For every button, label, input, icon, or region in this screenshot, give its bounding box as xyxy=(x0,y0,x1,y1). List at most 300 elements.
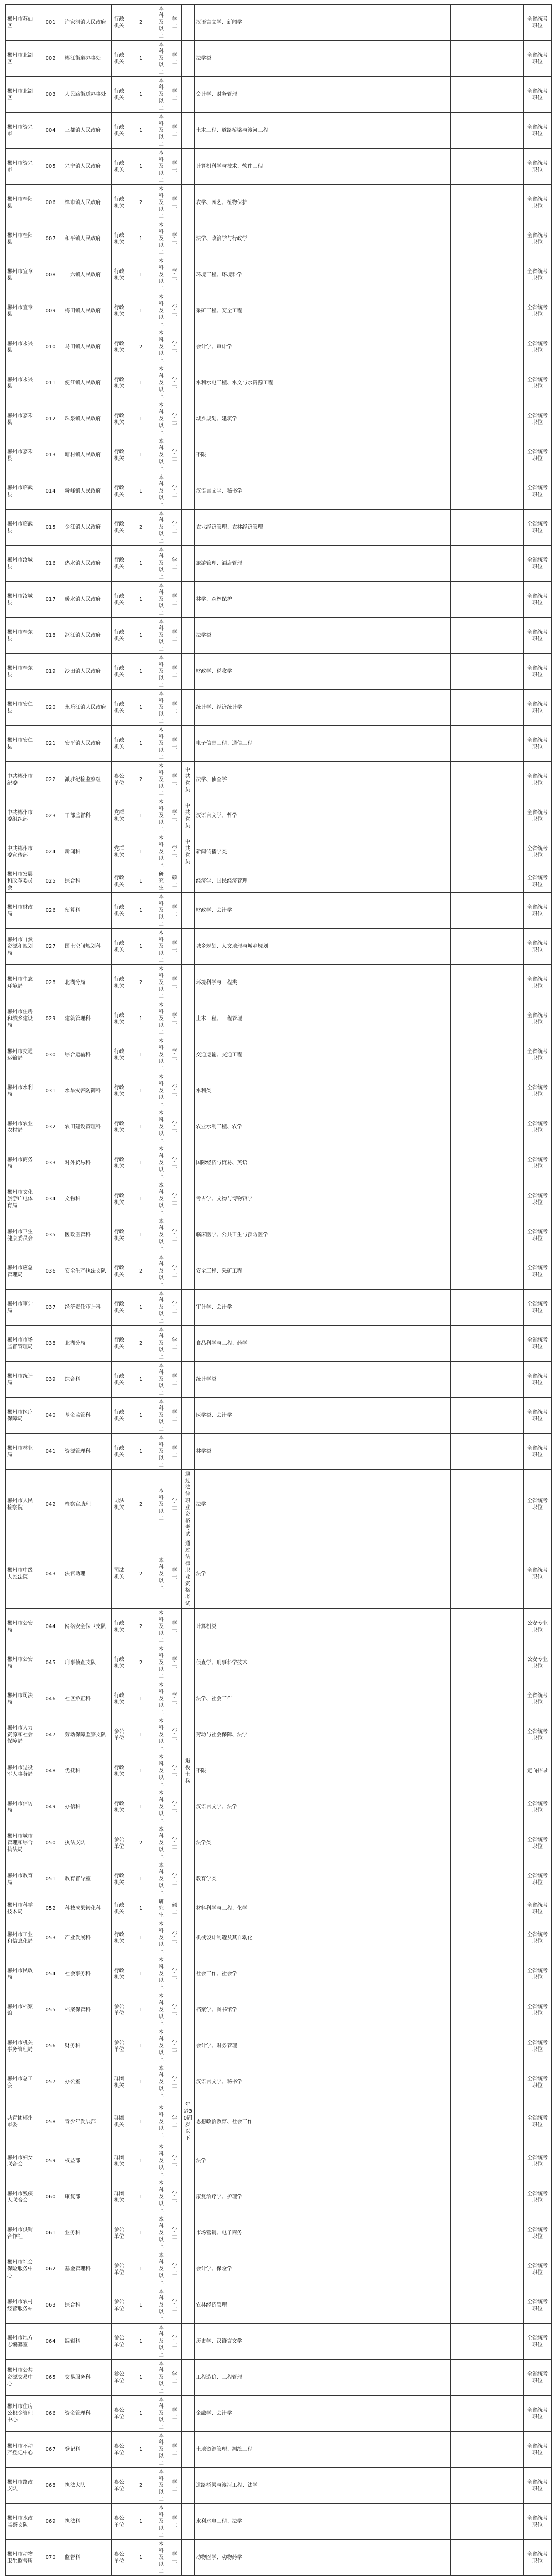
cell-spare2 xyxy=(451,1681,499,1717)
cell-spare2 xyxy=(451,2143,499,2179)
table-row xyxy=(6,2396,552,2432)
table-row xyxy=(6,690,552,726)
cell-degree: 学士 xyxy=(168,2396,181,2432)
cell-note: 全省统考职位 xyxy=(523,929,551,965)
cell-type: 行政机关 xyxy=(111,654,127,690)
cell-spare2 xyxy=(451,1290,499,1326)
cell-dept: 舜峰镇人民政府 xyxy=(63,473,112,510)
table-row xyxy=(6,582,552,618)
cell-dept: 权益部 xyxy=(63,2143,112,2179)
cell-org: 郴州市路政支队 xyxy=(6,2468,38,2504)
table-row xyxy=(6,2540,552,2576)
cell-major: 法学 xyxy=(194,1470,325,1539)
cell-spare xyxy=(325,1398,451,1434)
cell-count: 1 xyxy=(127,1717,154,1753)
cell-degree: 硕士 xyxy=(168,1897,181,1920)
cell-degree: 学士 xyxy=(168,1109,181,1145)
cell-note: 全省统考职位 xyxy=(523,1681,551,1717)
cell-org: 郴州市发展和改革委员会 xyxy=(6,870,38,893)
cell-spare xyxy=(325,329,451,365)
cell-cond xyxy=(182,1290,194,1326)
cell-edu: 本科及以上 xyxy=(154,2028,168,2064)
cell-edu: 本科及以上 xyxy=(154,1956,168,1992)
cell-spare3 xyxy=(499,2360,524,2396)
cell-dept: 档案保管科 xyxy=(63,1992,112,2028)
cell-cond xyxy=(182,1645,194,1681)
cell-edu: 本科及以上 xyxy=(154,1645,168,1681)
cell-type: 行政机关 xyxy=(111,257,127,293)
cell-major: 不限 xyxy=(194,1753,325,1789)
cell-spare3 xyxy=(499,329,524,365)
cell-code: 028 xyxy=(38,965,63,1001)
cell-spare xyxy=(325,1825,451,1861)
table-row xyxy=(6,149,552,185)
cell-org: 郴州市残疾人联合会 xyxy=(6,2179,38,2215)
cell-spare3 xyxy=(499,473,524,510)
cell-type: 行政机关 xyxy=(111,1181,127,1217)
cell-code: 006 xyxy=(38,185,63,221)
table-row xyxy=(6,2504,552,2540)
cell-spare2 xyxy=(451,257,499,293)
table-row xyxy=(6,41,552,77)
cell-count: 2 xyxy=(127,510,154,546)
cell-cond xyxy=(182,546,194,582)
cell-spare2 xyxy=(451,965,499,1001)
cell-org: 郴州市人民检察院 xyxy=(6,1470,38,1539)
cell-type: 群团机关 xyxy=(111,2064,127,2100)
cell-type: 行政机关 xyxy=(111,149,127,185)
cell-spare2 xyxy=(451,834,499,870)
cell-note: 全省统考职位 xyxy=(523,1897,551,1920)
cell-type: 群团机关 xyxy=(111,2179,127,2215)
cell-code: 066 xyxy=(38,2396,63,2432)
cell-type: 参公单位 xyxy=(111,2504,127,2540)
cell-spare3 xyxy=(499,221,524,257)
cell-major: 安全工程、采矿工程 xyxy=(194,1253,325,1290)
cell-note: 全省统考职位 xyxy=(523,41,551,77)
cell-count: 1 xyxy=(127,1753,154,1789)
cell-cond xyxy=(182,293,194,329)
table-row xyxy=(6,1825,552,1861)
cell-type: 行政机关 xyxy=(111,437,127,473)
table-row xyxy=(6,618,552,654)
cell-edu: 本科及以上 xyxy=(154,2504,168,2540)
cell-code: 048 xyxy=(38,1753,63,1789)
cell-type: 参公单位 xyxy=(111,2432,127,2468)
cell-code: 002 xyxy=(38,41,63,77)
cell-code: 050 xyxy=(38,1825,63,1861)
cell-degree: 学士 xyxy=(168,1992,181,2028)
cell-type: 行政机关 xyxy=(111,1434,127,1470)
table-row xyxy=(6,893,552,929)
cell-type: 参公单位 xyxy=(111,1992,127,2028)
cell-dept: 沙田镇人民政府 xyxy=(63,654,112,690)
cell-org: 郴州市桂阳县 xyxy=(6,221,38,257)
cell-dept: 梅田镇人民政府 xyxy=(63,293,112,329)
cell-major: 劳动与社会保障、法学 xyxy=(194,1717,325,1753)
cell-cond xyxy=(182,1434,194,1470)
table-row xyxy=(6,1398,552,1434)
cell-type: 行政机关 xyxy=(111,618,127,654)
cell-note: 全省统考职位 xyxy=(523,77,551,113)
cell-spare xyxy=(325,1920,451,1956)
cell-major: 会计学、财务管理 xyxy=(194,77,325,113)
cell-degree: 学士 xyxy=(168,2028,181,2064)
cell-code: 041 xyxy=(38,1434,63,1470)
cell-spare2 xyxy=(451,329,499,365)
cell-edu: 本科及以上 xyxy=(154,221,168,257)
cell-spare3 xyxy=(499,582,524,618)
cell-major: 水利水电工程、法学 xyxy=(194,2504,325,2540)
cell-org: 郴州市社会保险服务中心 xyxy=(6,2251,38,2287)
cell-code: 045 xyxy=(38,1645,63,1681)
cell-degree: 学士 xyxy=(168,1470,181,1539)
cell-spare xyxy=(325,1609,451,1645)
cell-spare3 xyxy=(499,2100,524,2143)
cell-edu: 本科及以上 xyxy=(154,437,168,473)
cell-spare3 xyxy=(499,113,524,149)
cell-spare3 xyxy=(499,1753,524,1789)
cell-org: 郴州市总工会 xyxy=(6,2064,38,2100)
table-row xyxy=(6,2251,552,2287)
cell-edu: 本科及以上 xyxy=(154,1326,168,1362)
cell-degree: 学士 xyxy=(168,1956,181,1992)
cell-code: 053 xyxy=(38,1920,63,1956)
cell-spare3 xyxy=(499,2324,524,2360)
cell-major: 农学、园艺、植物保护 xyxy=(194,185,325,221)
cell-note: 全省统考职位 xyxy=(523,1992,551,2028)
cell-count: 2 xyxy=(127,1253,154,1290)
cell-edu: 本科及以上 xyxy=(154,41,168,77)
cell-spare xyxy=(325,546,451,582)
cell-code: 070 xyxy=(38,2540,63,2576)
cell-note: 全省统考职位 xyxy=(523,1789,551,1825)
cell-cond xyxy=(182,1920,194,1956)
cell-org: 郴州市公安局 xyxy=(6,1609,38,1645)
cell-degree: 学士 xyxy=(168,1609,181,1645)
cell-spare3 xyxy=(499,929,524,965)
cell-edu: 本科及以上 xyxy=(154,2432,168,2468)
cell-spare2 xyxy=(451,1181,499,1217)
cell-spare3 xyxy=(499,5,524,41)
cell-spare2 xyxy=(451,1073,499,1109)
cell-type: 参公单位 xyxy=(111,2540,127,2576)
cell-spare3 xyxy=(499,1217,524,1253)
cell-code: 056 xyxy=(38,2028,63,2064)
cell-code: 021 xyxy=(38,726,63,762)
cell-org: 郴州市城市管理和综合执法局 xyxy=(6,1825,38,1861)
cell-type: 行政机关 xyxy=(111,221,127,257)
cell-code: 034 xyxy=(38,1181,63,1217)
cell-edu: 本科及以上 xyxy=(154,2215,168,2251)
cell-type: 行政机关 xyxy=(111,113,127,149)
cell-major: 金融学、会计学 xyxy=(194,2396,325,2432)
cell-cond xyxy=(182,257,194,293)
cell-cond xyxy=(182,2540,194,2576)
cell-spare xyxy=(325,113,451,149)
cell-count: 1 xyxy=(127,2324,154,2360)
cell-type: 行政机关 xyxy=(111,1326,127,1362)
cell-dept: 永乐江镇人民政府 xyxy=(63,690,112,726)
table-row xyxy=(6,1753,552,1789)
cell-org: 郴州市教育局 xyxy=(6,1861,38,1897)
cell-type: 行政机关 xyxy=(111,1789,127,1825)
cell-dept: 基金管理科 xyxy=(63,2251,112,2287)
cell-org: 郴州市民政局 xyxy=(6,1956,38,1992)
cell-degree: 学士 xyxy=(168,2251,181,2287)
cell-edu: 本科及以上 xyxy=(154,1181,168,1217)
table-row xyxy=(6,2324,552,2360)
cell-spare3 xyxy=(499,1789,524,1825)
cell-spare xyxy=(325,1326,451,1362)
cell-spare2 xyxy=(451,1992,499,2028)
cell-code: 005 xyxy=(38,149,63,185)
cell-spare2 xyxy=(451,2468,499,2504)
cell-dept: 暖水镇人民政府 xyxy=(63,582,112,618)
cell-note: 全省统考职位 xyxy=(523,2179,551,2215)
cell-note: 全省统考职位 xyxy=(523,1253,551,1290)
table-row xyxy=(6,1326,552,1362)
cell-org: 郴州市安仁县 xyxy=(6,690,38,726)
cell-degree: 学士 xyxy=(168,329,181,365)
cell-code: 003 xyxy=(38,77,63,113)
cell-spare xyxy=(325,1181,451,1217)
cell-note: 全省统考职位 xyxy=(523,329,551,365)
cell-edu: 本科及以上 xyxy=(154,1253,168,1290)
cell-type: 党群机关 xyxy=(111,834,127,870)
cell-code: 040 xyxy=(38,1398,63,1434)
cell-edu: 本科及以上 xyxy=(154,1037,168,1073)
cell-edu: 本科及以上 xyxy=(154,2540,168,2576)
cell-org: 郴州市动物卫生监督所 xyxy=(6,2540,38,2576)
cell-note: 全省统考职位 xyxy=(523,762,551,798)
cell-major: 土地资源管理、测绘工程 xyxy=(194,2432,325,2468)
cell-edu: 本科及以上 xyxy=(154,798,168,834)
cell-cond xyxy=(182,1609,194,1645)
cell-count: 1 xyxy=(127,1001,154,1037)
cell-count: 2 xyxy=(127,762,154,798)
cell-degree: 学士 xyxy=(168,2324,181,2360)
cell-degree: 学士 xyxy=(168,834,181,870)
cell-major: 材料科学与工程、化学 xyxy=(194,1897,325,1920)
cell-dept: 青少年发展部 xyxy=(63,2100,112,2143)
cell-count: 1 xyxy=(127,1789,154,1825)
cell-type: 行政机关 xyxy=(111,582,127,618)
cell-code: 055 xyxy=(38,1992,63,2028)
cell-major: 环境工程、环境科学 xyxy=(194,257,325,293)
cell-spare3 xyxy=(499,1145,524,1181)
cell-spare3 xyxy=(499,149,524,185)
cell-degree: 学士 xyxy=(168,1717,181,1753)
cell-cond xyxy=(182,113,194,149)
cell-edu: 本科及以上 xyxy=(154,1992,168,2028)
cell-dept: 编辑科 xyxy=(63,2324,112,2360)
cell-spare3 xyxy=(499,2215,524,2251)
cell-note: 全省统考职位 xyxy=(523,2360,551,2396)
cell-spare3 xyxy=(499,1992,524,2028)
cell-org: 郴州市水利局 xyxy=(6,1073,38,1109)
cell-major: 农业水利工程、农学 xyxy=(194,1109,325,1145)
cell-count: 1 xyxy=(127,2360,154,2396)
cell-spare2 xyxy=(451,1539,499,1609)
cell-degree: 学士 xyxy=(168,546,181,582)
cell-edu: 本科及以上 xyxy=(154,618,168,654)
cell-note: 全省统考职位 xyxy=(523,1717,551,1753)
cell-spare xyxy=(325,2287,451,2324)
cell-type: 行政机关 xyxy=(111,5,127,41)
cell-spare3 xyxy=(499,1326,524,1362)
cell-spare xyxy=(325,293,451,329)
cell-major: 统计学类 xyxy=(194,1362,325,1398)
cell-spare xyxy=(325,1253,451,1290)
cell-cond xyxy=(182,2432,194,2468)
cell-edu: 本科及以上 xyxy=(154,1073,168,1109)
cell-code: 058 xyxy=(38,2100,63,2143)
cell-spare2 xyxy=(451,1609,499,1645)
cell-org: 郴州市机关事务管理局 xyxy=(6,2028,38,2064)
cell-dept: 财务科 xyxy=(63,2028,112,2064)
cell-note: 全省统考职位 xyxy=(523,2028,551,2064)
cell-spare xyxy=(325,2540,451,2576)
cell-dept: 办公室 xyxy=(63,2064,112,2100)
cell-edu: 本科及以上 xyxy=(154,2064,168,2100)
cell-spare2 xyxy=(451,1326,499,1362)
table-row xyxy=(6,1956,552,1992)
cell-org: 郴州市司法局 xyxy=(6,1681,38,1717)
cell-spare xyxy=(325,1753,451,1789)
cell-note: 全省统考职位 xyxy=(523,546,551,582)
cell-code: 046 xyxy=(38,1681,63,1717)
cell-spare xyxy=(325,929,451,965)
cell-edu: 研究生 xyxy=(154,870,168,893)
cell-spare2 xyxy=(451,473,499,510)
cell-degree: 学士 xyxy=(168,1539,181,1609)
cell-edu: 本科及以上 xyxy=(154,546,168,582)
cell-count: 1 xyxy=(127,41,154,77)
cell-type: 行政机关 xyxy=(111,185,127,221)
cell-org: 郴州市住房公积金管理中心 xyxy=(6,2396,38,2432)
cell-type: 行政机关 xyxy=(111,41,127,77)
cell-dept: 安全生产执法支队 xyxy=(63,1253,112,1290)
cell-cond xyxy=(182,1109,194,1145)
cell-note: 全省统考职位 xyxy=(523,257,551,293)
cell-degree: 学士 xyxy=(168,365,181,401)
cell-org: 郴州市住房和城乡建设局 xyxy=(6,1001,38,1037)
cell-edu: 本科及以上 xyxy=(154,834,168,870)
cell-edu: 本科及以上 xyxy=(154,2100,168,2143)
cell-note: 全省统考职位 xyxy=(523,1434,551,1470)
cell-spare xyxy=(325,257,451,293)
cell-spare3 xyxy=(499,1073,524,1109)
cell-spare3 xyxy=(499,618,524,654)
cell-spare xyxy=(325,1470,451,1539)
cell-count: 1 xyxy=(127,1109,154,1145)
cell-spare xyxy=(325,510,451,546)
cell-edu: 本科及以上 xyxy=(154,5,168,41)
cell-count: 1 xyxy=(127,618,154,654)
table-row xyxy=(6,2100,552,2143)
cell-count: 1 xyxy=(127,834,154,870)
cell-dept: 社区矫正科 xyxy=(63,1681,112,1717)
cell-degree: 学士 xyxy=(168,2504,181,2540)
cell-edu: 本科及以上 xyxy=(154,149,168,185)
table-row xyxy=(6,1920,552,1956)
cell-degree: 学士 xyxy=(168,1825,181,1861)
cell-spare3 xyxy=(499,2287,524,2324)
cell-type: 参公单位 xyxy=(111,2468,127,2504)
cell-spare3 xyxy=(499,893,524,929)
cell-major: 经济学、国民经济管理 xyxy=(194,870,325,893)
cell-dept: 金江镇人民政府 xyxy=(63,510,112,546)
cell-spare2 xyxy=(451,1253,499,1290)
cell-major: 法学、社会工作 xyxy=(194,1681,325,1717)
cell-note: 全省统考职位 xyxy=(523,1398,551,1434)
cell-code: 067 xyxy=(38,2432,63,2468)
cell-code: 007 xyxy=(38,221,63,257)
cell-dept: 水旱灾害防御科 xyxy=(63,1073,112,1109)
cell-major: 旅游管理、酒店管理 xyxy=(194,546,325,582)
cell-org: 郴州市嘉禾县 xyxy=(6,437,38,473)
table-row xyxy=(6,1861,552,1897)
cell-type: 行政机关 xyxy=(111,1920,127,1956)
cell-spare xyxy=(325,762,451,798)
cell-note: 公安专业职位 xyxy=(523,1645,551,1681)
cell-count: 1 xyxy=(127,1290,154,1326)
cell-count: 1 xyxy=(127,1861,154,1897)
cell-code: 062 xyxy=(38,2251,63,2287)
table-row xyxy=(6,2179,552,2215)
cell-code: 061 xyxy=(38,2215,63,2251)
cell-edu: 研究生 xyxy=(154,1897,168,1920)
cell-degree: 学士 xyxy=(168,1434,181,1470)
cell-cond xyxy=(182,1326,194,1362)
cell-cond: 中共党员 xyxy=(182,798,194,834)
cell-code: 043 xyxy=(38,1539,63,1609)
cell-count: 1 xyxy=(127,2396,154,2432)
table-row xyxy=(6,185,552,221)
cell-spare2 xyxy=(451,1897,499,1920)
cell-spare3 xyxy=(499,77,524,113)
cell-count: 1 xyxy=(127,1956,154,1992)
cell-degree: 学士 xyxy=(168,762,181,798)
cell-spare2 xyxy=(451,726,499,762)
cell-spare xyxy=(325,1681,451,1717)
cell-cond xyxy=(182,690,194,726)
table-row xyxy=(6,1897,552,1920)
cell-spare xyxy=(325,1539,451,1609)
cell-cond xyxy=(182,893,194,929)
cell-count: 1 xyxy=(127,2028,154,2064)
cell-org: 郴州市审计局 xyxy=(6,1290,38,1326)
cell-spare2 xyxy=(451,1861,499,1897)
cell-spare2 xyxy=(451,1434,499,1470)
cell-spare xyxy=(325,1217,451,1253)
cell-org: 郴州市北湖区 xyxy=(6,41,38,77)
cell-spare xyxy=(325,77,451,113)
cell-note: 全省统考职位 xyxy=(523,510,551,546)
cell-spare xyxy=(325,2360,451,2396)
cell-code: 033 xyxy=(38,1145,63,1181)
cell-dept: 北湖分局 xyxy=(63,1326,112,1362)
cell-spare xyxy=(325,473,451,510)
cell-cond xyxy=(182,510,194,546)
table-row xyxy=(6,1001,552,1037)
cell-note: 全省统考职位 xyxy=(523,2540,551,2576)
cell-cond: 中共党员 xyxy=(182,834,194,870)
cell-edu: 本科及以上 xyxy=(154,2360,168,2396)
cell-spare3 xyxy=(499,1861,524,1897)
cell-cond xyxy=(182,77,194,113)
